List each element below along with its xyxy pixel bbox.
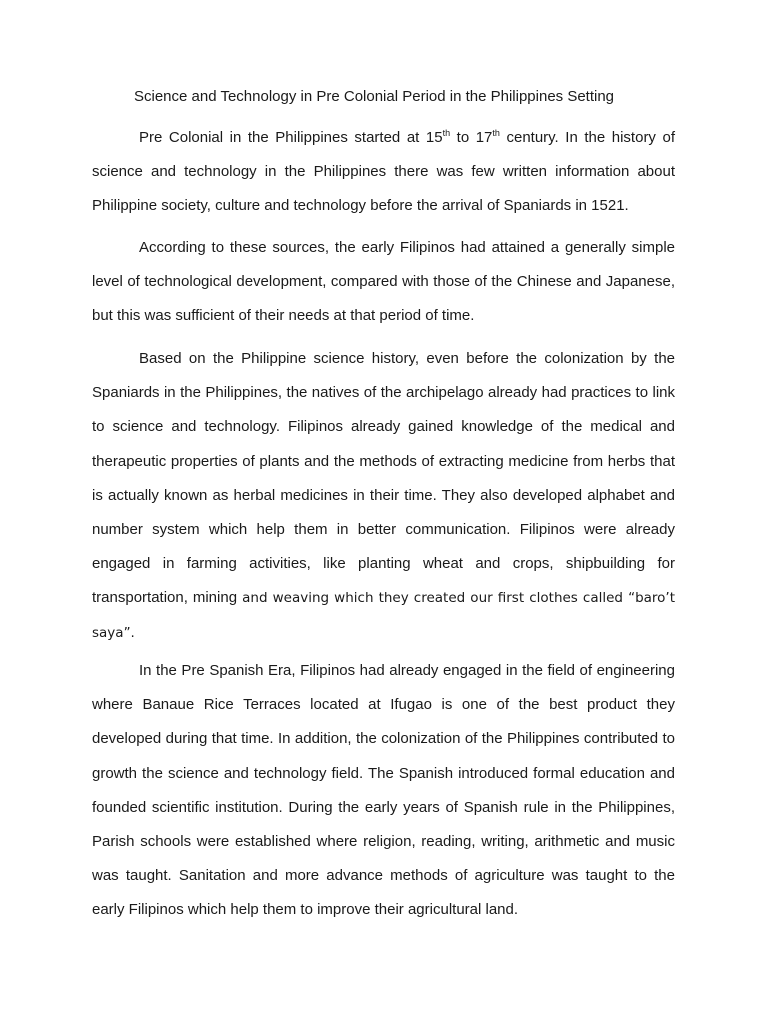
paragraph-precolonial-intro <box>92 121 675 224</box>
paragraph-technological-development: According to these sources, the early Filipinos had attained a generally simple level of technological development, compared with those of the Chinese and Japanese, but this was sufficient of their needs at that period of time. <box>92 239 675 325</box>
paragraph-science-history <box>92 342 675 650</box>
paragraph-1-text-a: Pre Colonial in the Philippines started at 15 <box>139 129 443 146</box>
paragraph-1-text-b: to 17 <box>450 129 493 146</box>
paragraph-3-text-tail: and weaving which they created our first clothes called “baro’t saya”. <box>92 590 676 641</box>
paragraph-pre-spanish-era: In the Pre Spanish Era, Filipinos had already engaged in the field of engineering where Banaue Rice Terraces located at Ifugao is one of the best product they developed during that time. In addition, the colonization of the Philippines contributed to growth the science and technology field. The Spanish introduced formal education and founded scientific institution. During the early years of Spanish rule in the Philippines, Parish schools were established where religion, reading, writing, arithmetic and music was taught. Sanitation and more advance methods of agriculture was taught to the early Filipinos which help them to improve their agricultural land. <box>92 662 675 919</box>
ordinal-suffix-15th: th <box>442 128 451 138</box>
ordinal-suffix-17th: th <box>492 128 500 138</box>
document-title: Science and Technology in Pre Colonial Period in the Philippines Setting <box>134 88 615 105</box>
paragraph-1-text-c: century. In the history of science and technology in the Philippines there was few written information about Philippine society, culture and technology before the arrival of Spaniards in 1521. <box>92 129 676 215</box>
paragraph-3-text-main: Based on the Philippine science history, even before the colonization by the Spaniards in the Philippines, the natives of the archipelago already had practices to link to science and technology. Filipinos already gained knowledge of the medical and therapeutic properties of plants and the methods of extracting medicine from herbs that is actually known as herbal medicines in their time. They also developed alphabet and number system which help them in better communication. Filipinos were already engaged in farming activities, like planting wheat and crops, shipbuilding for transportation, mining <box>92 350 675 607</box>
